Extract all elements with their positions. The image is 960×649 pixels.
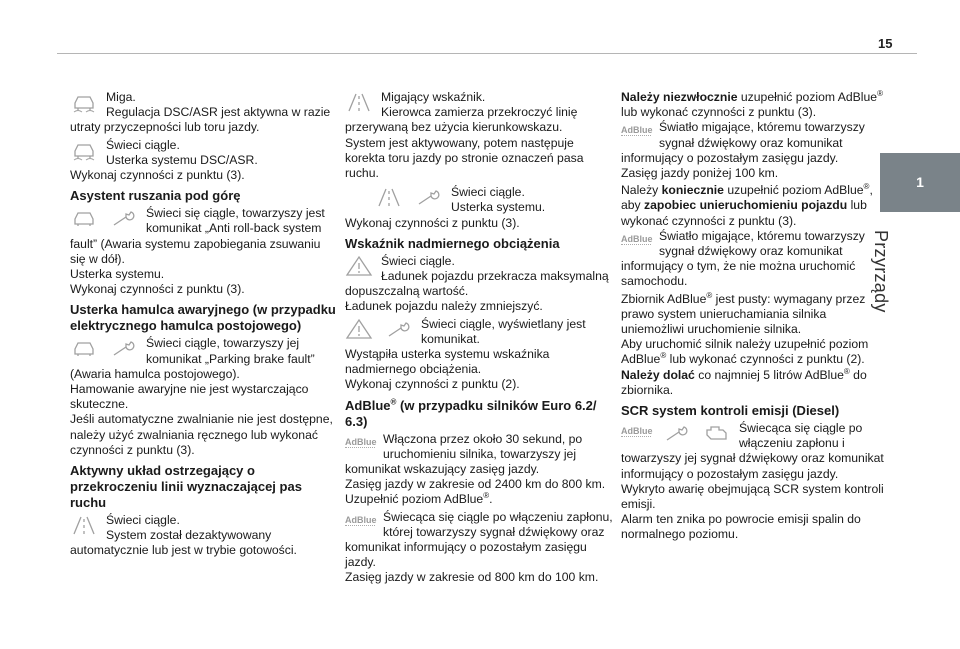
text: Świeci się ciągle, towarzyszy jest komunikat „Anti roll-back system fault” (Awaria systemu zapobiegania zsuwaniu się w dół). bbox=[70, 206, 325, 266]
text: Włączona przez około 30 sekund, po uruchomieniu silnika, towarzyszy jej komunikat wskazujący zasięg jazdy. bbox=[345, 431, 583, 477]
text: Usterka systemu. bbox=[451, 200, 546, 215]
text: Wykryto awarię obejmującą SCR system kontroli emisji. bbox=[621, 481, 884, 512]
text: Świeci ciągle, towarzyszy jej komunikat „Parking brake fault” (Awaria hamulca postojowego). bbox=[70, 336, 315, 381]
adblue-icon: AdBlue bbox=[345, 436, 377, 447]
text: Świeci ciągle, wyświetlany jest komunikat. bbox=[421, 316, 586, 346]
heading: AdBlue® (w przypadku silników Euro 6.2/ 6.3) bbox=[345, 397, 597, 429]
car-skid-icon bbox=[70, 207, 98, 229]
text: Świeci ciągle. bbox=[451, 185, 525, 200]
text: System jest aktywowany, potem następuje korekta toru jazdy po stronie oznaczeń pasa ruchu. bbox=[345, 135, 584, 181]
text: Ładunek pojazdu należy zmniejszyć. bbox=[345, 299, 543, 314]
text: Należy niezwłocznie uzupełnić poziom AdBlue® lub wykonać czynności z punktu (3). bbox=[621, 88, 883, 120]
text: Wykonaj czynności z punktu (2). bbox=[345, 377, 520, 392]
text: Świecąca się ciągle po włączeniu zapłonu i towarzyszy jej sygnał dźwiękowy oraz komunikat informujący o pozostałym zasięgu jazdy. bbox=[621, 421, 884, 481]
text: Zasięg jazdy poniżej 100 km. bbox=[621, 166, 779, 181]
page-number: 15 bbox=[878, 36, 893, 51]
text: Miga. bbox=[106, 90, 136, 104]
text: Świecąca się ciągle po włączeniu zapłonu, której towarzyszy sygnał dźwiękowy oraz komunikat informujący o pozostałym zasięgu jazdy. bbox=[345, 509, 613, 570]
text: Zasięg jazdy w zakresie od 800 km do 100 km. bbox=[345, 570, 599, 585]
heading: Aktywny układ ostrzegający o przekroczeniu linii wyznaczającej pas ruchu bbox=[70, 463, 302, 511]
text: Zasięg jazdy w zakresie od 2400 km do 800 km. bbox=[345, 477, 606, 492]
heading: Asystent ruszania pod górę bbox=[70, 188, 241, 204]
car-skid-icon bbox=[70, 337, 98, 359]
text: Należy koniecznie uzupełnić poziom AdBlue®, aby zapobiec unieruchomieniu pojazdu lub wykonać czynności z punktu (3). bbox=[621, 182, 873, 228]
column-2 bbox=[345, 90, 613, 588]
text: Wykonaj czynności z punktu (3). bbox=[70, 168, 245, 183]
text: Zbiornik AdBlue® jest pusty: wymagany przez prawo system unieruchamiania silnika uniemożliwi uruchomienie silnika. bbox=[621, 290, 866, 337]
heading: Usterka hamulca awaryjnego (w przypadku elektrycznego hamulca postojowego) bbox=[70, 302, 336, 334]
text: Świeci ciągle. bbox=[106, 137, 180, 152]
wrench-icon bbox=[385, 318, 413, 340]
wrench-icon bbox=[110, 207, 138, 229]
car-skid-icon bbox=[70, 139, 98, 161]
adblue-icon: AdBlue bbox=[621, 125, 653, 136]
adblue-icon: AdBlue bbox=[621, 233, 653, 244]
text: Uzupełnić poziom AdBlue®. bbox=[345, 491, 493, 507]
lane-warning-icon bbox=[375, 186, 403, 208]
text: Usterka systemu. bbox=[70, 267, 165, 282]
heading: SCR system kontroli emisji (Diesel) bbox=[621, 403, 840, 419]
text: Wystąpiła usterka systemu wskaźnika nadmiernego obciążenia. bbox=[345, 347, 550, 377]
top-rule bbox=[57, 53, 917, 54]
text: Alarm ten znika po powrocie emisji spalin do normalnego poziomu. bbox=[621, 512, 861, 542]
text: Hamowanie awaryjne nie jest wystarczająco skuteczne. bbox=[70, 382, 309, 412]
overload-warning-icon bbox=[345, 255, 373, 277]
text: Należy dolać co najmniej 5 litrów AdBlue® do zbiornika. bbox=[621, 366, 867, 397]
engine-icon bbox=[703, 422, 731, 444]
wrench-icon bbox=[415, 186, 443, 208]
text: Jeśli automatyczne zwalnianie nie jest dostępne, należy użyć zwalniania ręcznego lub wykonać czynności z punktu (3). bbox=[70, 412, 333, 457]
text: Regulacja DSC/ASR jest aktywna w razie utraty przyczepności lub toru jazdy. bbox=[70, 105, 331, 135]
column-3 bbox=[621, 90, 889, 545]
chapter-label: Przyrządy bbox=[871, 230, 891, 313]
wrench-icon bbox=[110, 337, 138, 359]
column-1 bbox=[70, 90, 338, 561]
lane-warning-icon bbox=[70, 514, 98, 536]
text: Aby uruchomić silnik należy uzupełnić poziom AdBlue® lub wykonać czynności z punktu (2). bbox=[621, 337, 869, 367]
adblue-icon: AdBlue bbox=[621, 426, 653, 437]
overload-warning-icon bbox=[345, 318, 373, 340]
text: Kierowca zamierza przekroczyć linię przerywaną bez użycia kierunkowskazu. bbox=[345, 105, 578, 135]
chapter-tab[interactable]: 1 bbox=[880, 153, 960, 212]
car-skid-icon bbox=[70, 91, 98, 113]
lane-warning-icon bbox=[345, 91, 373, 113]
text: System został dezaktywowany automatycznie lub jest w trybie gotowości. bbox=[70, 528, 297, 558]
text: Światło migające, któremu towarzyszy sygnał dźwiękowy oraz komunikat informujący o tym, że nie można uruchomić samochodu. bbox=[621, 228, 865, 289]
wrench-icon bbox=[663, 422, 691, 444]
text: Wykonaj czynności z punktu (3). bbox=[70, 282, 245, 297]
text: Usterka systemu DSC/ASR. bbox=[106, 152, 258, 167]
text: Światło migające, któremu towarzyszy sygnał dźwiękowy oraz komunikat informujący o pozostałym zasięgu jazdy. bbox=[621, 120, 865, 165]
text: Świeci ciągle. bbox=[106, 513, 180, 528]
text: Migający wskaźnik. bbox=[381, 90, 486, 104]
text: Ładunek pojazdu przekracza maksymalną dopuszczalną wartość. bbox=[345, 269, 609, 299]
adblue-icon: AdBlue bbox=[345, 514, 377, 525]
text: Świeci ciągle. bbox=[381, 253, 455, 268]
text: Wykonaj czynności z punktu (3). bbox=[345, 215, 520, 230]
heading: Wskaźnik nadmiernego obciążenia bbox=[345, 235, 560, 251]
